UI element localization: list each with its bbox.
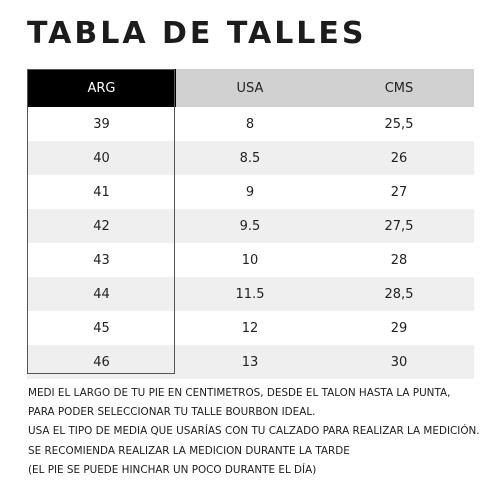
table-row [27, 141, 474, 175]
cell-usa: 9.5 [239, 218, 261, 234]
table-row [27, 243, 474, 277]
cell-usa: 9 [245, 184, 255, 200]
cell-usa: 8.5 [239, 150, 261, 166]
cell-arg: 44 [93, 286, 110, 302]
size-table [27, 69, 474, 379]
cell-arg: 45 [93, 320, 110, 336]
cell-arg: 39 [93, 116, 110, 132]
cell-arg: 43 [93, 252, 110, 268]
table-row [27, 107, 474, 141]
table-row [27, 345, 474, 379]
note-line: SE RECOMIENDA REALIZAR LA MEDICION DURANTE LA TARDE [28, 444, 350, 457]
table-row [27, 277, 474, 311]
note-line: MEDI EL LARGO DE TU PIE EN CENTIMETROS, DESDE EL TALON HASTA LA PUNTA, [28, 387, 451, 399]
cell-usa: 10 [241, 252, 259, 268]
table-row [27, 175, 474, 209]
page-title: TABLA DE TALLES [27, 16, 367, 51]
cell-cms: 28 [390, 252, 408, 268]
note-line: PARA PODER SELECCIONAR TU TALLE BOURBON IDEAL. [28, 406, 316, 419]
cell-usa: 12 [241, 320, 259, 336]
cell-cms: 30 [390, 354, 408, 370]
cell-cms: 27 [390, 184, 408, 200]
cell-cms: 27,5 [384, 218, 414, 234]
column-header-arg: ARG [27, 69, 176, 107]
cell-cms: 25,5 [384, 116, 414, 132]
cell-usa: 8 [245, 116, 255, 132]
table-header-row [27, 69, 474, 107]
column-header-cms: CMS [324, 69, 474, 107]
column-header-usa: USA [176, 69, 324, 107]
cell-arg: 42 [93, 218, 110, 234]
cell-usa: 11.5 [235, 286, 265, 302]
cell-cms: 28,5 [384, 286, 414, 302]
table-row [27, 311, 474, 345]
table-row [27, 209, 474, 243]
cell-cms: 29 [390, 320, 408, 336]
note-line: (EL PIE SE PUEDE HINCHAR UN POCO DURANTE EL DÍA) [28, 463, 317, 476]
cell-cms: 26 [390, 150, 408, 166]
cell-arg: 41 [93, 184, 110, 200]
measurement-notes [28, 384, 488, 480]
cell-usa: 13 [241, 354, 259, 370]
cell-arg: 46 [93, 354, 110, 370]
cell-arg: 40 [93, 150, 110, 166]
note-line: USA EL TIPO DE MEDIA QUE USARÍAS CON TU CALZADO PARA REALIZAR LA MEDICIÓN. [28, 425, 480, 438]
